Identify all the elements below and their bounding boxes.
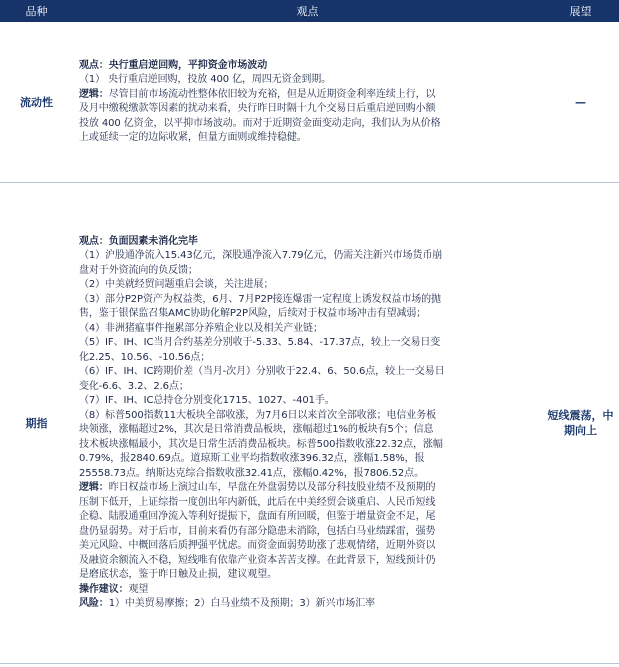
view-line: 块领涨，涨幅超过2%，其次是日常消费品板块，涨幅超过1%的板块有5个；信息 (79, 424, 434, 435)
view-line: 企稳、陆股通重回净流入等利好提振下，盘面有所回暖，但鉴于增量资金不足，尾 (79, 511, 436, 522)
view-line: （2）中美就经贸问题重启会谈，关注进展； (79, 279, 274, 290)
table-row-index-futures (0, 183, 619, 664)
view-line: 盘对于外资流向的负反馈； (79, 264, 198, 276)
view-line: 25558.73点。纳斯达克综合指数收涨32.41点，涨幅0.42%，报7806.52点。 (79, 467, 424, 479)
view-line: 压制下低开，上证综指一度创出年内新低，此后在中美经贸会谈重启、人民币短线 (79, 496, 436, 508)
view-line: 美元风险、中概回落后质押强平忧虑。而资金面弱势助涨了悲观情绪，近期外资以 (79, 540, 436, 551)
table-row-liquidity (0, 22, 619, 183)
view-line: （6）IF、IH、IC跨期价差（当月-次月）分别收于22.4、6、50.6点，较上一交易日 (79, 366, 445, 377)
view-line: （3）部分P2P资产为权益类，6月、7月P2P接连爆雷一定程度上诱发权益市场的抛 (79, 293, 441, 305)
view-line: 风险：1）中美贸易摩擦；2）白马业绩不及预期；3）新兴市场汇率 (79, 598, 375, 609)
line-heading: 操作建议： (79, 583, 129, 595)
view-line: 观点：央行重启逆回购，平抑资金市场波动 (79, 59, 268, 71)
view-line: 售，鉴于银保监召集AMC协助化解P2P风险，后续对于权益市场冲击有望减弱； (79, 308, 427, 319)
view-line: 及月中缴税缴款等因素的扰动来看，央行昨日时隔十九个交易日后重启逆回购小额 (79, 103, 436, 114)
view-line: （8）标普500指数11大板块全部收涨，为7月6日以来首次全部收涨；电信业务板 (79, 409, 436, 421)
view-line: 及融资余额流入不稳，短线唯有依靠产业资本苦苦支撑。在此背景下，短线预计仍 (79, 554, 436, 566)
line-heading: 风险： (79, 598, 109, 609)
header-outlook: 展望 (542, 0, 619, 22)
variety-cell: 流动性 (0, 22, 73, 183)
outlook-cell: — (542, 22, 619, 183)
view-line: 投放 400 亿资金，以平抑市场波动。而对于近期资金面变动走向，我们认为从价格 (79, 117, 441, 129)
header-variety: 品种 (0, 0, 73, 22)
view-line: （1）沪股通净流入15.43亿元，深股通净流入7.79亿元，仍需关注新兴市场货币崩 (79, 250, 443, 261)
view-line: 技术板块涨幅最小，其次是日常生活消费品板块。标普500指数收涨22.32点，涨幅 (79, 438, 443, 450)
view-line: （7）IF、IH、IC总持仓分别变化1715、1027、-401手。 (79, 395, 335, 406)
view-line: 上或延续一定的边际收紧，但量方面则或维持稳健。 (79, 132, 307, 143)
header-row (0, 0, 619, 22)
view-line: （5）IF、IH、IC当月合约基差分别收于-5.33、5.84、-17.37点，较上一交易日变 (79, 337, 441, 348)
header-view: 观点 (73, 0, 542, 22)
view-line: 盘仍显弱势。对于后市，目前来看仍有部分隐患未消除，包括白马业绩踩雷，强势 (79, 525, 436, 537)
view-line: 逻辑：尽管目前市场流动性整体依旧较为充裕，但是从近期资金利率连续上行，以 (79, 88, 436, 100)
view-line: （4）非洲猪瘟事件拖累部分养殖企业以及相关产业链； (79, 322, 323, 334)
view-line: 操作建议：观望 (79, 583, 149, 595)
view-line: 观点：负面因素未消化完毕 (79, 235, 198, 247)
view-line: 是磨底状态，鉴于昨日触及止损，建议观望。 (79, 569, 277, 580)
variety-cell: 期指 (0, 183, 73, 664)
line-heading: 逻辑： (79, 482, 109, 493)
view-line: 变化-6.6、3.2、2.6点； (79, 380, 189, 392)
view-line: （1） 央行重启逆回购，投放 400 亿，周四无资金到期。 (79, 74, 332, 85)
view-line: 0.79%，报2840.69点。道琼斯工业平均指数收涨396.32点，涨幅1.58%，报 (79, 453, 425, 464)
outlook-cell: 短线震荡，中期向上 (542, 183, 619, 664)
line-heading: 逻辑： (79, 88, 109, 100)
view-line: 化2.25、10.56、-10.56点； (79, 351, 211, 363)
view-cell (73, 183, 542, 664)
view-cell (73, 22, 542, 183)
view-line: 逻辑：昨日权益市场上演过山车，早盘在外盘弱势以及部分科技股业绩不及预期的 (79, 482, 436, 493)
